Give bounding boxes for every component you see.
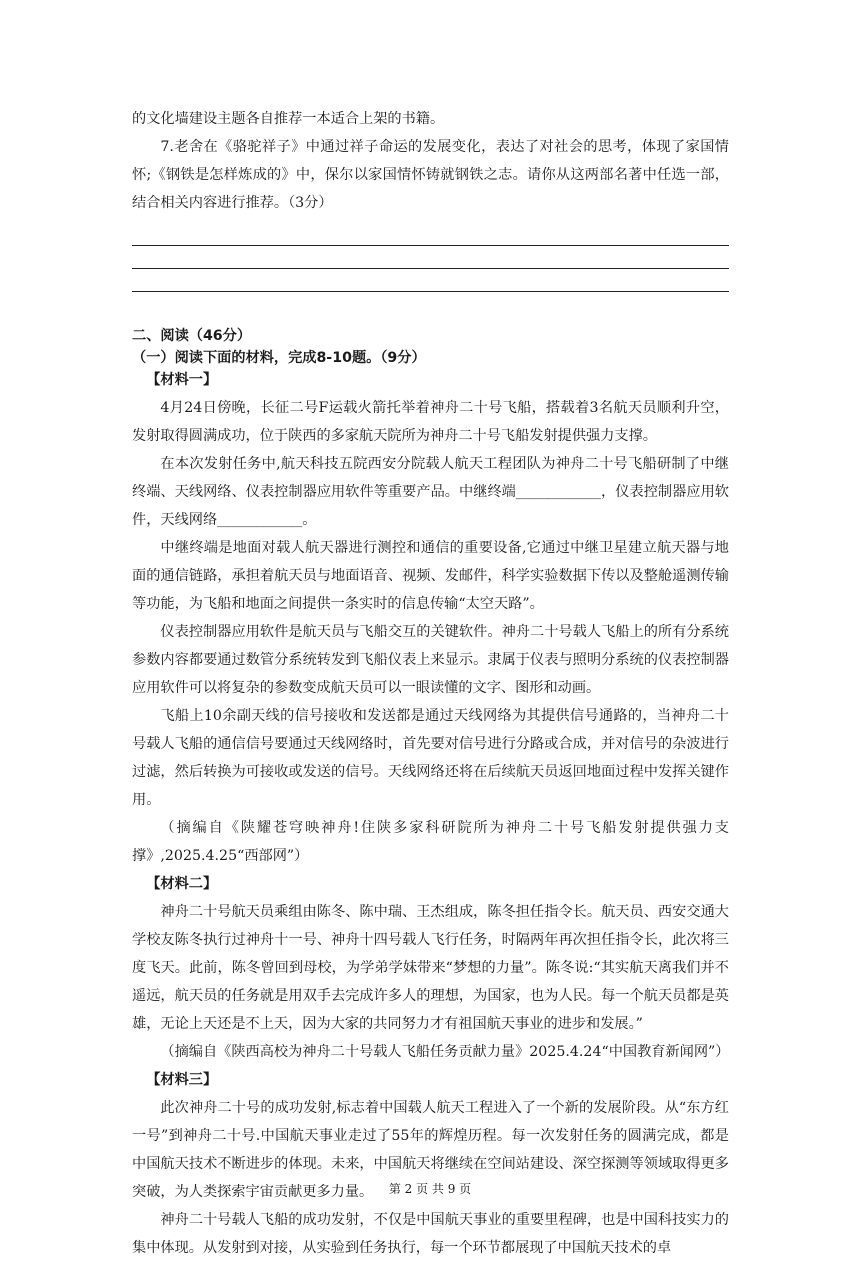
answer-line-3[interactable] — [132, 269, 729, 292]
material-1-source: （摘编自《陕耀苍穹映神舟!住陕多家科研院所为神舟二十号飞船发射提供强力支撑》,2025.4.25“西部网”） — [132, 820, 729, 864]
section-title: 二、阅读（46分） — [132, 328, 252, 344]
material-1-para-1: 4月24日傍晚，长征二号F运载火箭托举着神舟二十号飞船，搭载着3名航天员顺利升空，发射取得圆满成功，位于陕西的多家航天院所为神舟二十号飞船发射提供强力支撑。 — [132, 400, 729, 444]
material-1-para-4: 仪表控制器应用软件是航天员与飞船交互的关键软件。神舟二十号载人飞船上的所有分系统参数内容都要通过数管分系统转发到飞船仪表上来显示。隶属于仪表与照明分系统的仪表控制器应用软件可以将复杂的参数变成航天员可以一眼读懂的文字、图形和动画。 — [132, 624, 729, 696]
material-3-para-2: 神舟二十号载人飞船的成功发射，不仅是中国航天事业的重要里程碑，也是中国科技实力的集中体现。从发射到对接，从实验到任务执行，每一个环节都展现了中国航天技术的卓 — [132, 1212, 729, 1256]
material-2-title: 【材料二】 — [146, 876, 218, 892]
answer-line-2[interactable] — [132, 246, 729, 269]
material-1-para-3: 中继终端是地面对载人航天器进行测控和通信的重要设备,它通过中继卫星建立航天器与地面的通信链路，承担着航天员与地面语音、视频、发邮件，科学实验数据下传以及整舱遥测传输等功能，为飞船和地面之间提供一条实时的信息传输“太空天路”。 — [132, 540, 729, 612]
question-7: 7.老舍在《骆驼祥子》中通过祥子命运的发展变化，表达了对社会的思考，体现了家国情怀;《钢铁是怎样炼成的》中，保尔以家国情怀铸就钢铁之志。请你从这两部名著中任选一部，结合相关内容进行推荐。（3分） — [132, 139, 729, 211]
subsection-title: （一）阅读下面的材料，完成8-10题。（9分） — [132, 350, 426, 366]
intro-tail: 的文化墙建设主题各自推荐一本适合上架的书籍。 — [132, 111, 445, 127]
material-1-title: 【材料一】 — [146, 372, 218, 388]
material-3-title: 【材料三】 — [146, 1072, 218, 1088]
material-2-source: （摘编自《陕西高校为神舟二十号载人飞船任务贡献力量》2025.4.24“中国教育新闻网”） — [160, 1044, 730, 1060]
material-1-para-5: 飞船上10余副天线的信号接收和发送都是通过天线网络为其提供信号通路的，当神舟二十号载人飞船的通信信号要通过天线网络时，首先要对信号进行分路或合成，并对信号的杂波进行过滤，然后转换为可接收或发送的信号。天线网络还将在后续航天员返回地面过程中发挥关键作用。 — [132, 708, 729, 808]
material-2-para-1: 神舟二十号航天员乘组由陈冬、陈中瑞、王杰组成，陈冬担任指令长。航天员、西安交通大学校友陈冬执行过神舟十一号、神舟十四号载人飞行任务，时隔两年再次担任指令长，此次将三度飞天。此前，陈冬曾回到母校，为学弟学妹带来“梦想的力量”。陈冬说:“其实航天离我们并不遥远，航天员的任务就是用双手去完成许多人的理想，为国家，也为人民。每一个航天员都是英雄，无论上天还是不上天，因为大家的共同努力才有祖国航天事业的进步和发展。” — [132, 904, 729, 1032]
material-3-para-1: 此次神舟二十号的成功发射,标志着中国载人航天工程进入了一个新的发展阶段。从“东方红一号”到神舟二十号.中国航天事业走过了55年的辉煌历程。每一次发射任务的圆满完成，都是中国航天技术不断进步的体现。未来，中国航天将继续在空间站建设、深空探测等领域取得更多突破，为人类探索宇宙贡献更多力量。 — [132, 1100, 729, 1200]
answer-line-1[interactable] — [132, 223, 729, 246]
material-1-para-2: 在本次发射任务中,航天科技五院西安分院载人航天工程团队为神舟二十号飞船研制了中继终端、天线网络、仪表控制器应用软件等重要产品。中继终端____________，仪表控制器应用软件，天线网络____________。 — [132, 456, 729, 528]
page-content — [132, 105, 729, 1262]
page-footer: 第 2 页 共 9 页 — [388, 1182, 472, 1196]
